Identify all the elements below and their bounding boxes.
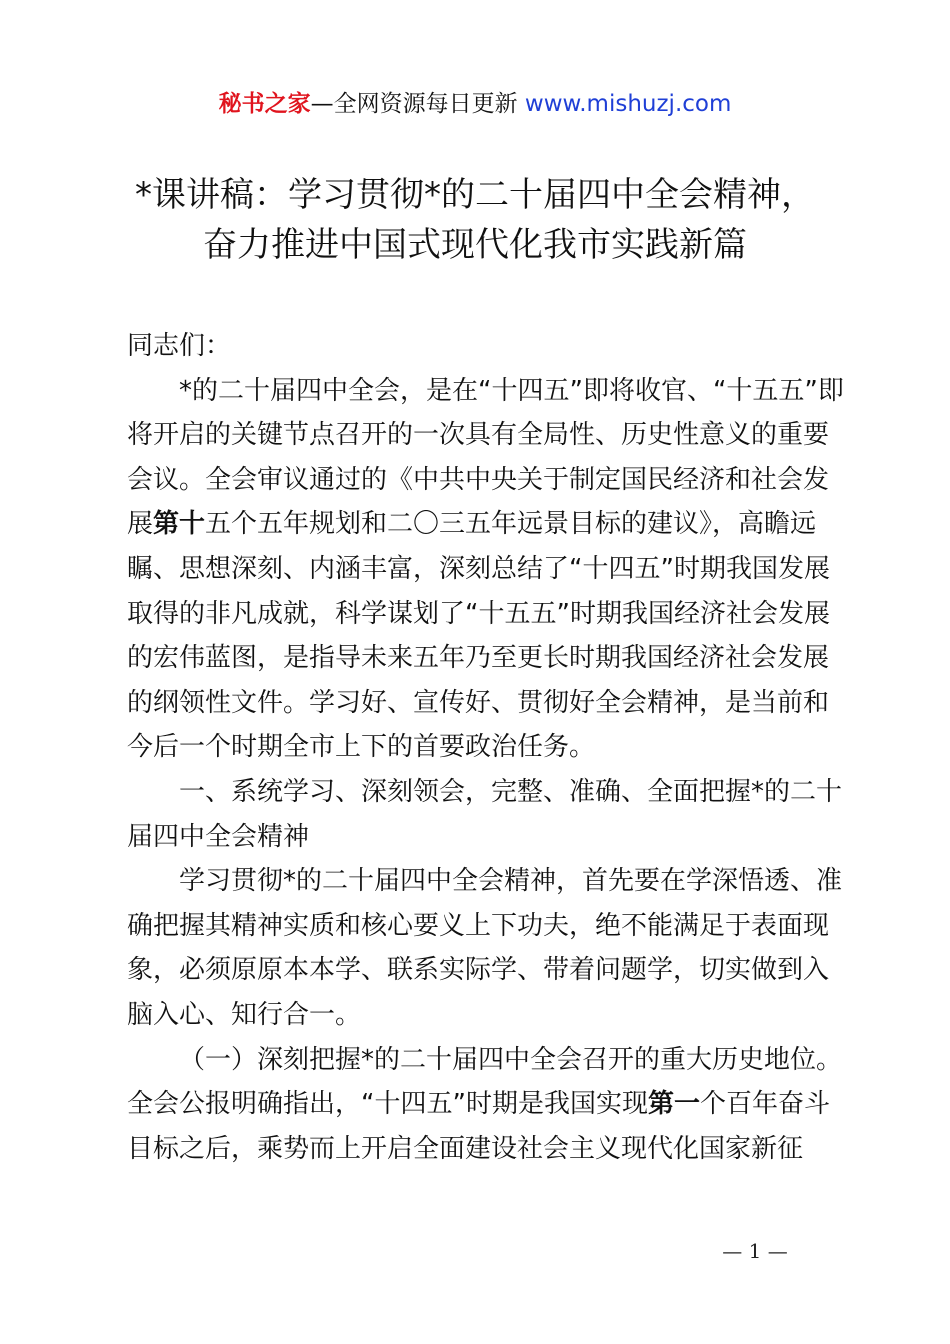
page-number: — 1 —	[722, 1239, 788, 1263]
salutation: 同志们：	[127, 331, 232, 361]
document-title	[0, 170, 950, 270]
paragraph-subsection-1	[127, 1038, 852, 1172]
title-line-2: 奋力推进中国式现代化我市实践新篇	[203, 225, 747, 265]
title-line-1: *课讲稿：学习贯彻*的二十届四中全会精神，	[135, 175, 815, 215]
section-heading-1: 一、系统学习、深刻领会，完整、准确、全面把握*的二十届四中全会精神	[127, 776, 843, 852]
paragraph-section-1: 学习贯彻*的二十届四中全会精神，首先要在学深悟透、准确把握其精神实质和核心要义上下功夫，绝不能满足于表面现象，必须原原本本学、联系实际学、带着问题学，切实做到入脑入心、知行合一。	[127, 866, 843, 1030]
document-body	[127, 324, 852, 1171]
paragraph-subsection-1-emphasis: 第一	[647, 1089, 700, 1120]
site-banner	[0, 86, 950, 122]
brand-name: 秘书之家	[218, 91, 311, 117]
paragraph-intro	[127, 369, 852, 770]
paragraph-subsection-1-part-1: （一）深刻把握*的二十届四中全会召开的重大历史地位。全会公报明确指出，“十四五”时期是我国实现	[127, 1044, 843, 1120]
paragraph-intro-emphasis: 第十	[153, 509, 206, 540]
paragraph-subsection-1-part-2: 个百年奋斗目标之后，乘势而上开启全面建设社会主义现代化国家新征	[127, 1089, 830, 1164]
banner-tagline: —全网资源每日更新	[310, 91, 525, 117]
site-url-link[interactable]: www.mishuzj.com	[524, 91, 732, 117]
paragraph-intro-part-2: 五个五年规划和二〇三五年远景目标的建议》，高瞻远瞩、思想深刻、内涵丰富，深刻总结了“十四五”时期我国发展取得的非凡成就，科学谋划了“十五五”时期我国经济社会发展的宏伟蓝图，是指导未来五年乃至更长时期我国经济社会发展的纲领性文件。学习好、宣传好、贯彻好全会精神，是当前和今后一个时期全市上下的首要政治任务。	[127, 509, 830, 763]
paragraph-intro-part-1: *的二十届四中全会，是在“十四五”即将收官、“十五五”即将开启的关键节点召开的一次具有全局性、历史性意义的重要会议。全会审议通过的《中共中央关于制定国民经济和社会发展	[127, 375, 844, 540]
